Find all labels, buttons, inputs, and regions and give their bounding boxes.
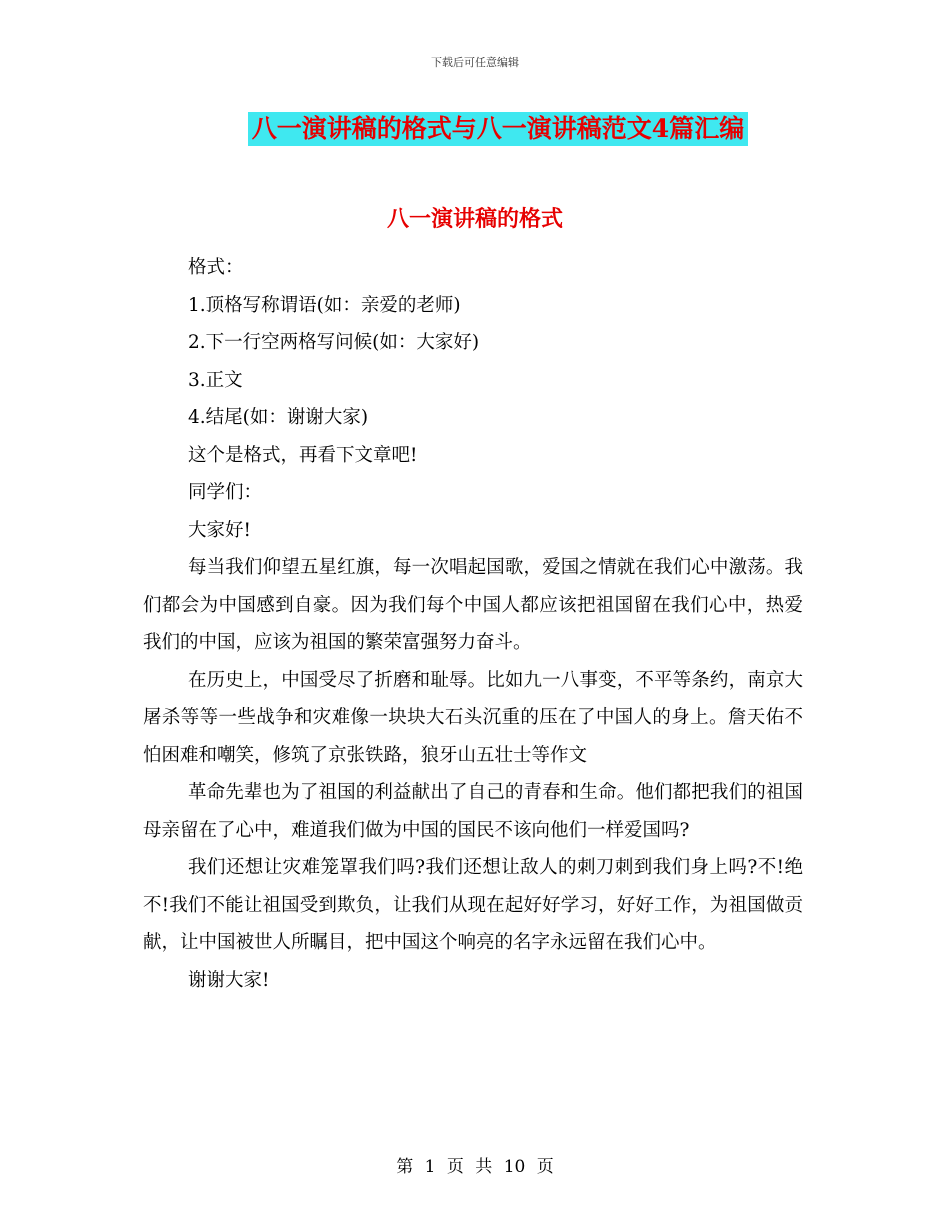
greeting-line: 大家好! — [188, 519, 251, 541]
format-line: 2.下一行空两格写问候(如：大家好) — [188, 332, 480, 353]
closing-line: 谢谢大家! — [188, 969, 270, 991]
page-number: 第 1 页 共 10 页 — [396, 1157, 554, 1177]
section-title: 八一演讲稿的格式 — [386, 206, 563, 232]
body-paragraph: 在历史上，中国受尽了折磨和耻辱。比如九一八事变，不平等条约，南京大屠杀等等一些战争和灾难像一块块大石头沉重的压在了中国人的身上。詹天佑不怕困难和嘲笑，修筑了京张铁路，狼牙山五壮士等作文 — [143, 669, 803, 766]
format-line: 4.结尾(如：谢谢大家) — [188, 407, 369, 428]
body-paragraph: 我们还想让灾难笼罩我们吗?我们还想让敌人的刺刀刺到我们身上吗?不!绝不!我们不能让祖国受到欺负，让我们从现在起好好学习，好好工作，为祖国做贡献，让中国被世人所瞩目，把中国这个响亮的名字永远留在我们心中。 — [143, 857, 803, 953]
header-note: 下载后可任意编辑 — [431, 56, 519, 69]
main-title-container — [0, 112, 950, 146]
format-line: 这个是格式，再看下文章吧! — [188, 444, 418, 466]
greeting-line: 同学们： — [188, 482, 263, 503]
body-paragraph: 革命先辈也为了祖国的利益献出了自己的青春和生命。他们都把我们的祖国母亲留在了心中，难道我们做为中国的国民不该向他们一样爱国吗? — [143, 782, 803, 841]
format-line: 1.顶格写称谓语(如：亲爱的老师) — [188, 294, 461, 316]
body-paragraph: 每当我们仰望五星红旗，每一次唱起国歌，爱国之情就在我们心中激荡。我们都会为中国感到自豪。因为我们每个中国人都应该把祖国留在我们心中，热爱我们的中国，应该为祖国的繁荣富强努力奋斗。 — [143, 557, 803, 653]
document-title: 八一演讲稿的格式与八一演讲稿范文4篇汇编 — [248, 112, 748, 146]
format-line: 格式： — [188, 257, 244, 278]
format-line: 3.正文 — [188, 369, 243, 391]
document-body — [143, 249, 803, 999]
